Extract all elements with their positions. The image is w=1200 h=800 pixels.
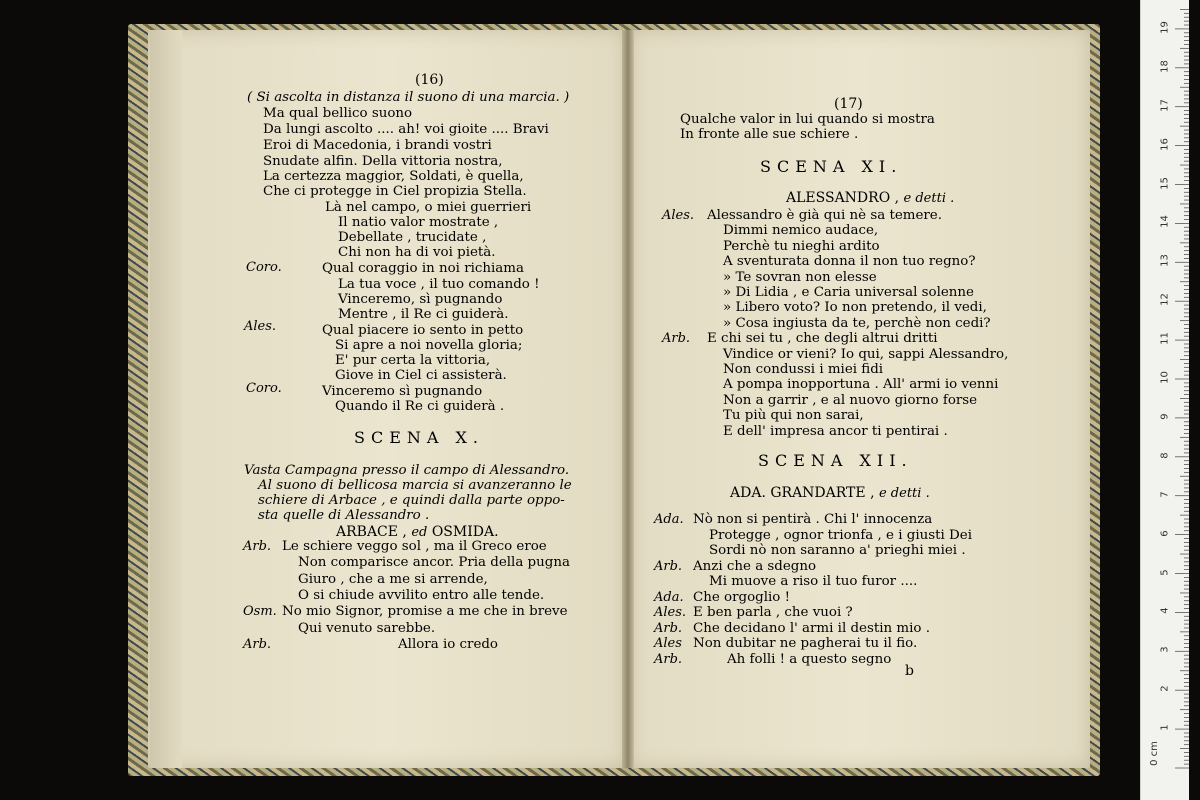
dialogue-line: Perchè tu nieghi ardito (723, 238, 880, 254)
stage-direction-line: sta quelle di Alessandro . (258, 508, 430, 523)
verse-line: Mentre , il Re ci guiderà. (338, 307, 509, 322)
dialogue-line: Non dubitar ne pagherai tu il fio. (693, 636, 918, 651)
ruler-number: 7 (1159, 491, 1171, 498)
dialogue-line: Vindice or vieni? Io qui, sappi Alessandro, (723, 346, 1009, 362)
dialogue-line: Mi muove a riso il tuo furor .... (709, 574, 918, 589)
scene-roles (336, 524, 499, 540)
dialogue-line: Allora io credo (398, 636, 498, 652)
dialogue-line: O si chiude avvilito entro alle tende. (298, 587, 545, 603)
ruler-number: 4 (1159, 607, 1171, 615)
role-name: ALESSANDRO , (786, 190, 900, 206)
dialogue-line: » Di Lidia , e Caria universal solenne (723, 285, 974, 300)
verse-line: Eroi di Macedonia, i brandi vostri (263, 138, 492, 153)
dialogue-line: Nò non si pentirà . Chi l' innocenza (693, 512, 933, 527)
verse-line: Debellate , trucidate , (338, 230, 487, 245)
left-page-edge (150, 30, 182, 768)
ruler-number: 3 (1159, 646, 1171, 653)
role-connector: e detti . (878, 486, 930, 501)
dialogue-line: Sordi nò non saranno a' prieghi miei . (709, 543, 966, 558)
role-name: ADA. GRANDARTE , (730, 485, 875, 501)
ruler-number: 17 (1159, 98, 1171, 112)
dialogue-line: » Libero voto? Io non pretendo, il vedi, (723, 300, 987, 316)
verse-line: Il natio valor mostrate , (338, 215, 499, 230)
ruler-number: 8 (1159, 452, 1171, 459)
speaker-label: Ada. (654, 512, 684, 527)
right-page-number: (17) (834, 96, 863, 112)
role-name: OSMIDA. (431, 524, 499, 540)
ruler-number: 14 (1159, 215, 1171, 229)
dialogue-line: Le schiere veggo sol , ma il Greco eroe (282, 539, 547, 554)
dialogue-line: Alessandro è già qui nè sa temere. (707, 208, 942, 223)
speaker-label: Arb. (662, 331, 691, 347)
scene-roles (786, 190, 954, 206)
dialogue-line: Dimmi nemico audace, (723, 223, 879, 239)
dialogue-line: Che orgoglio ! (693, 589, 790, 605)
role-name: ARBACE , (336, 524, 407, 540)
speaker-label: Arb. (243, 539, 272, 554)
ruler-number: 11 (1159, 332, 1171, 345)
measuring-ruler (1140, 0, 1189, 800)
dialogue-line: Non comparisce ancor. Pria della pugna (298, 555, 570, 571)
verse-line: La certezza maggior, Soldati, è quella, (263, 169, 524, 184)
scene-roles (730, 485, 930, 501)
dialogue-line: E ben parla , che vuoi ? (693, 605, 853, 620)
signature-mark: b (905, 663, 914, 679)
verse-line: Qualche valor in lui quando si mostra (680, 112, 935, 127)
speaker-label: Ales. (662, 208, 695, 223)
ruler-number: 16 (1159, 137, 1171, 151)
dialogue-line: E dell' impresa ancor ti pentirai . (723, 423, 948, 439)
ruler-number: 15 (1159, 176, 1171, 190)
ruler-number: 6 (1159, 529, 1171, 537)
scene-title: SCENA X. (354, 428, 484, 447)
verse-line: Si apre a noi novella gloria; (335, 338, 523, 353)
verse-line: ( Si ascolta in distanza il suono di una marcia. ) (247, 90, 570, 105)
ruler-number: 2 (1159, 685, 1171, 692)
dialogue-line: » Te sovran non elesse (723, 269, 877, 285)
ruler-number: 12 (1159, 293, 1171, 307)
verse-line: Snudate alfin. Della vittoria nostra, (263, 154, 503, 169)
speaker-label: Coro. (246, 381, 282, 396)
dialogue-line: » Cosa ingiusta da te, perchè non cedi? (723, 315, 991, 331)
role-connector: ed (411, 525, 428, 540)
ruler-number: 13 (1159, 254, 1171, 268)
dialogue-line: A sventurata donna il non tuo regno? (723, 254, 976, 270)
verse-line: Vinceremo, sì pugnando (338, 292, 503, 307)
dialogue-line: Giuro , che a me si arrende, (298, 571, 488, 587)
ruler-number: 19 (1159, 21, 1171, 34)
dialogue-line: E chi sei tu , che degli altrui dritti (707, 331, 938, 347)
speaker-label: Arb. (654, 620, 683, 636)
verse-line: In fronte alle sue schiere . (680, 127, 859, 142)
ruler-number: 9 (1159, 413, 1171, 420)
ruler-unit-label: 0 cm (1148, 741, 1160, 766)
dialogue-line: Che decidano l' armi il destin mio . (693, 620, 930, 636)
dialogue-line: Anzi che a sdegno (693, 558, 817, 574)
speaker-label: Osm. (243, 604, 277, 620)
speaker-label: Ales. (654, 605, 687, 620)
stage-direction-line: schiere di Arbace , e quindi dalla parte oppo- (258, 493, 565, 508)
stage-direction-line: Al suono di bellicosa marcia si avanzeranno le (258, 478, 572, 493)
ruler-number: 10 (1159, 371, 1171, 384)
role-connector: e detti . (903, 191, 955, 206)
dialogue-line: Non a garrir , e al nuovo giorno forse (723, 392, 978, 408)
verse-line: Da lungi ascolto .... ah! voi gioite .... Bravi (263, 122, 549, 137)
left-page-number: (16) (415, 72, 444, 88)
speaker-label: Coro. (246, 260, 282, 275)
verse-line: Che ci protegge in Ciel propizia Stella. (263, 184, 527, 199)
ruler-number: 1 (1159, 724, 1171, 731)
dialogue-line: Non condussi i miei fidi (723, 362, 884, 377)
speaker-label: Arb. (243, 636, 272, 652)
dialogue-line: No mio Signor, promise a me che in breve (282, 604, 568, 620)
verse-line: Qual coraggio in noi richiama (322, 261, 524, 276)
dialogue-line: Tu più qui non sarai, (723, 408, 864, 424)
verse-line: Là nel campo, o miei guerrieri (325, 200, 532, 215)
verse-line: Ma qual bellico suono (263, 106, 413, 121)
verse-line: La tua voce , il tuo comando ! (338, 277, 540, 292)
speaker-label: Arb. (654, 558, 683, 574)
verse-line: Chi non ha di voi pietà. (338, 245, 496, 260)
dialogue-line: Ah folli ! a questo segno (727, 651, 892, 667)
dialogue-line: Protegge , ognor trionfa , e i giusti Dei (709, 527, 972, 543)
speaker-label: Arb. (654, 651, 683, 667)
verse-line: Giove in Ciel ci assisterà. (335, 368, 507, 383)
verse-line: Vinceremo sì pugnando (322, 384, 483, 399)
ruler-number: 18 (1159, 59, 1171, 73)
speaker-label: Ales. (244, 319, 277, 334)
scene-title: SCENA XI. (760, 157, 903, 176)
speaker-label: Ada. (654, 589, 684, 605)
verse-line: Quando il Re ci guiderà . (335, 399, 505, 414)
book-gutter (622, 30, 634, 768)
stage-direction-line: Vasta Campagna presso il campo di Alessandro. (244, 463, 570, 478)
dialogue-line: A pompa inopportuna . All' armi io venni (723, 377, 999, 393)
speaker-label: Ales (654, 636, 682, 651)
scene-title: SCENA XII. (758, 451, 913, 470)
verse-line: E' pur certa la vittoria, (335, 353, 491, 368)
ruler-number: 5 (1159, 568, 1171, 576)
dialogue-line: Qui venuto sarebbe. (298, 620, 436, 636)
verse-line: Qual piacere io sento in petto (322, 323, 524, 338)
